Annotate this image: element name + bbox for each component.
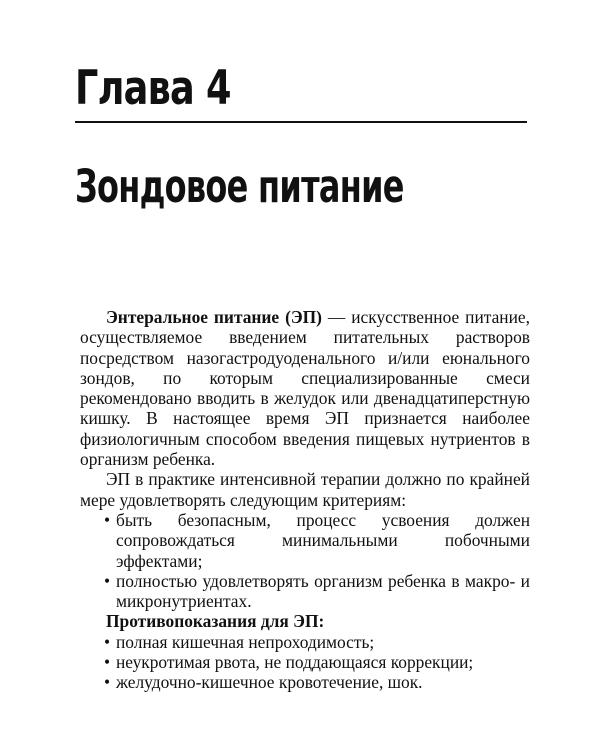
list-item-text: полная кишечная непроходимость; <box>116 631 375 652</box>
list-item-text: неукротимая рвота, не поддающаяся коррекции; <box>116 652 474 673</box>
contraindications-heading: Противопоказания для ЭП: <box>106 611 325 632</box>
criteria-list <box>80 510 530 611</box>
list-item-text: быть безопасным, процесс усвоения должен сопровождаться минимальными побочными эффектами; <box>116 509 530 571</box>
intro-text: — искусственное питание, осуществляемое введением питательных растворов посредством назогастродуоденального и/или еюнального зондов, по которым специализированные смеси рекомендовано вводить в желудок или двенадцатиперстную кишку. В настоящее время ЭП признается наиболее физиологичным способом введения пищевых нутриентов в организм ребенка. <box>80 307 530 470</box>
list-item <box>80 652 530 672</box>
list-item-text: полностью удовлетворять организм ребенка в макро- и микронутриентах. <box>116 570 530 612</box>
heading-divider <box>75 121 527 123</box>
bullet-icon: • <box>104 652 111 673</box>
criteria-intro-paragraph: ЭП в практике интенсивной терапии должно по крайней мере удовлетворять следующим критериям: <box>80 469 530 510</box>
bullet-icon: • <box>104 509 111 530</box>
list-item <box>80 672 530 692</box>
list-item <box>80 632 530 652</box>
list-item <box>80 571 530 612</box>
intro-term: Энтеральное питание (ЭП) <box>106 307 322 327</box>
chapter-body <box>80 307 530 693</box>
bullet-icon: • <box>104 570 111 591</box>
bullet-icon: • <box>104 672 111 693</box>
bullet-icon: • <box>104 631 111 652</box>
list-item-text: желудочно-кишечное кровотечение, шок. <box>116 672 423 693</box>
intro-paragraph <box>80 307 530 469</box>
list-item <box>80 510 530 571</box>
chapter-heading: Глава 4 <box>75 61 231 116</box>
chapter-title: Зондовое питание <box>75 160 404 213</box>
contraindications-list <box>80 632 530 693</box>
